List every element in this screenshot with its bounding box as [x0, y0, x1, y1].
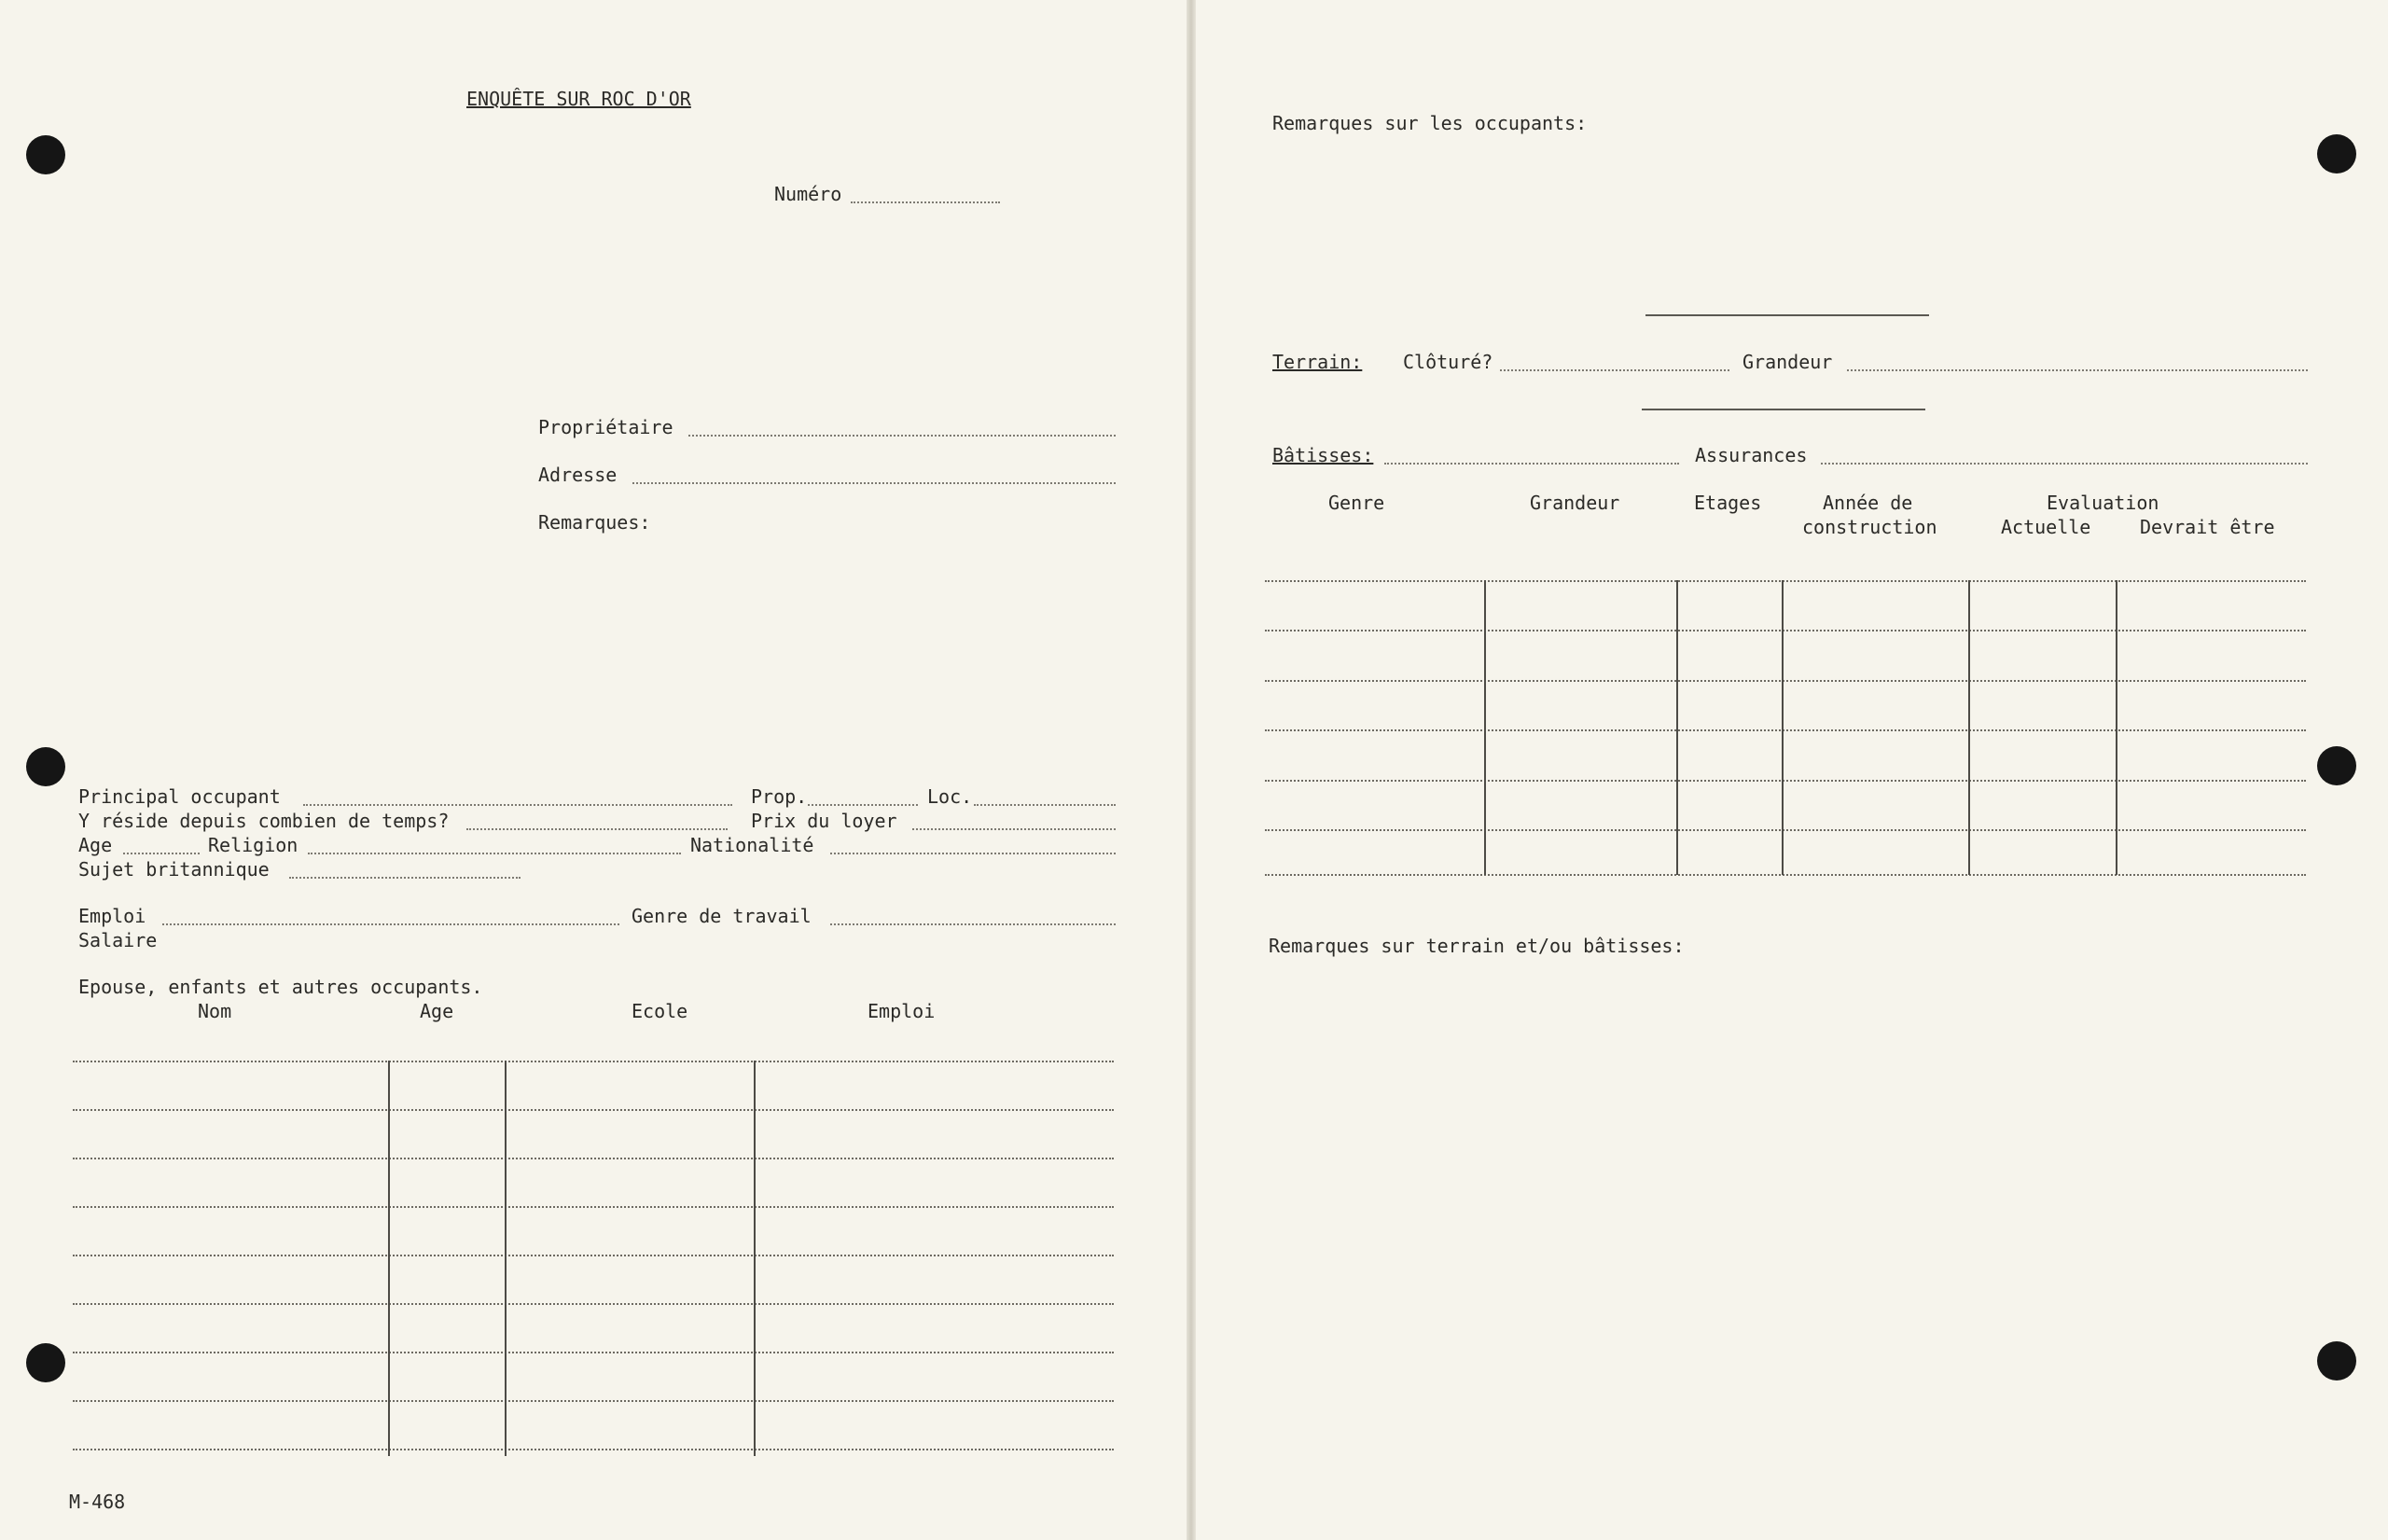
occupants-heading: Epouse, enfants et autres occupants. [78, 976, 483, 998]
proprietaire-label: Propriétaire [538, 416, 673, 438]
prop-label: Prop. [751, 785, 808, 808]
religion-field[interactable] [308, 853, 681, 854]
table-row-line [1265, 680, 2306, 682]
col-header-etages: Etages [1694, 492, 1762, 514]
col-header-grandeur: Grandeur [1530, 492, 1620, 514]
table-row-line [73, 1255, 1114, 1256]
cloture-label: Clôturé? [1403, 351, 1493, 373]
sujet-britannique-field[interactable] [289, 877, 521, 879]
numero-label: Numéro [774, 183, 842, 205]
table-column-divider [2116, 580, 2117, 875]
table-column-divider [388, 1061, 390, 1456]
table-row-line [73, 1158, 1114, 1159]
col-header-devrait-etre: Devrait être [2140, 516, 2275, 538]
table-row-line [1265, 580, 2306, 582]
remarques-occupants-label: Remarques sur les occupants: [1272, 112, 1588, 134]
separator-line [1642, 409, 1925, 410]
table-column-divider [505, 1061, 507, 1456]
punch-hole [26, 747, 65, 786]
prix-loyer-label: Prix du loyer [751, 810, 897, 832]
col-header-actuelle: Actuelle [2001, 516, 2091, 538]
genre-travail-label: Genre de travail [632, 905, 812, 927]
adresse-field[interactable] [632, 482, 1116, 484]
table-column-divider [1968, 580, 1970, 875]
table-column-divider [1676, 580, 1678, 875]
terrain-label: Terrain: [1272, 351, 1363, 373]
genre-travail-field[interactable] [830, 923, 1116, 925]
principal-occupant-field[interactable] [303, 804, 732, 806]
col-header-emploi: Emploi [868, 1000, 936, 1022]
table-column-divider [754, 1061, 756, 1456]
page-gutter [1187, 0, 1196, 1540]
terrain-grandeur-field[interactable] [1847, 369, 2308, 371]
age-field[interactable] [123, 853, 200, 854]
punch-hole [26, 135, 65, 174]
remarques-terrain-label: Remarques sur terrain et/ou bâtisses: [1269, 935, 1685, 957]
loc-label: Loc. [927, 785, 973, 808]
numero-field[interactable] [851, 201, 1000, 203]
left-form-page [0, 0, 1187, 1540]
col-header-age: Age [420, 1000, 454, 1022]
table-row-line [73, 1400, 1114, 1402]
assurances-field[interactable] [1821, 463, 2308, 465]
punch-hole [2317, 746, 2356, 785]
emploi-field[interactable] [162, 923, 619, 925]
grandeur-label: Grandeur [1742, 351, 1833, 373]
emploi-label: Emploi [78, 905, 146, 927]
table-row-line [1265, 780, 2306, 782]
adresse-label: Adresse [538, 464, 618, 486]
assurances-label: Assurances [1695, 444, 1808, 466]
salaire-label: Salaire [78, 929, 158, 951]
col-header-annee: Année de [1823, 492, 1913, 514]
batisses-field[interactable] [1384, 463, 1679, 465]
table-row-line [73, 1449, 1114, 1450]
reside-field[interactable] [466, 828, 728, 830]
sujet-britannique-label: Sujet britannique [78, 858, 270, 881]
table-row-line [1265, 874, 2306, 876]
prop-field[interactable] [808, 804, 918, 806]
batisses-label: Bâtisses: [1272, 444, 1374, 466]
col-header-nom: Nom [198, 1000, 232, 1022]
table-row-line [1265, 829, 2306, 831]
form-code: M-468 [69, 1491, 126, 1513]
col-header-evaluation: Evaluation [2047, 492, 2159, 514]
proprietaire-field[interactable] [688, 435, 1116, 437]
nationalite-field[interactable] [830, 853, 1116, 854]
table-row-line [1265, 630, 2306, 631]
reside-label: Y réside depuis combien de temps? [78, 810, 450, 832]
right-form-page [1196, 0, 2388, 1540]
col-header-genre: Genre [1328, 492, 1385, 514]
prix-loyer-field[interactable] [912, 828, 1116, 830]
table-row-line [73, 1109, 1114, 1111]
table-row-line [73, 1352, 1114, 1353]
separator-line [1645, 314, 1929, 316]
principal-occupant-label: Principal occupant [78, 785, 281, 808]
cloture-field[interactable] [1500, 369, 1729, 371]
table-row-line [73, 1206, 1114, 1208]
religion-label: Religion [208, 834, 298, 856]
age-label: Age [78, 834, 113, 856]
table-row-line [73, 1303, 1114, 1305]
table-row-line [1265, 729, 2306, 731]
nationalite-label: Nationalité [690, 834, 814, 856]
table-column-divider [1484, 580, 1486, 875]
punch-hole [26, 1343, 65, 1382]
punch-hole [2317, 134, 2356, 173]
table-column-divider [1782, 580, 1784, 875]
punch-hole [2317, 1341, 2356, 1380]
col-header-construction: construction [1802, 516, 1937, 538]
table-row-line [73, 1061, 1114, 1062]
form-title: ENQUÊTE SUR ROC D'OR [466, 88, 691, 110]
loc-field[interactable] [974, 804, 1116, 806]
remarques-label: Remarques: [538, 511, 651, 534]
col-header-ecole: Ecole [632, 1000, 688, 1022]
